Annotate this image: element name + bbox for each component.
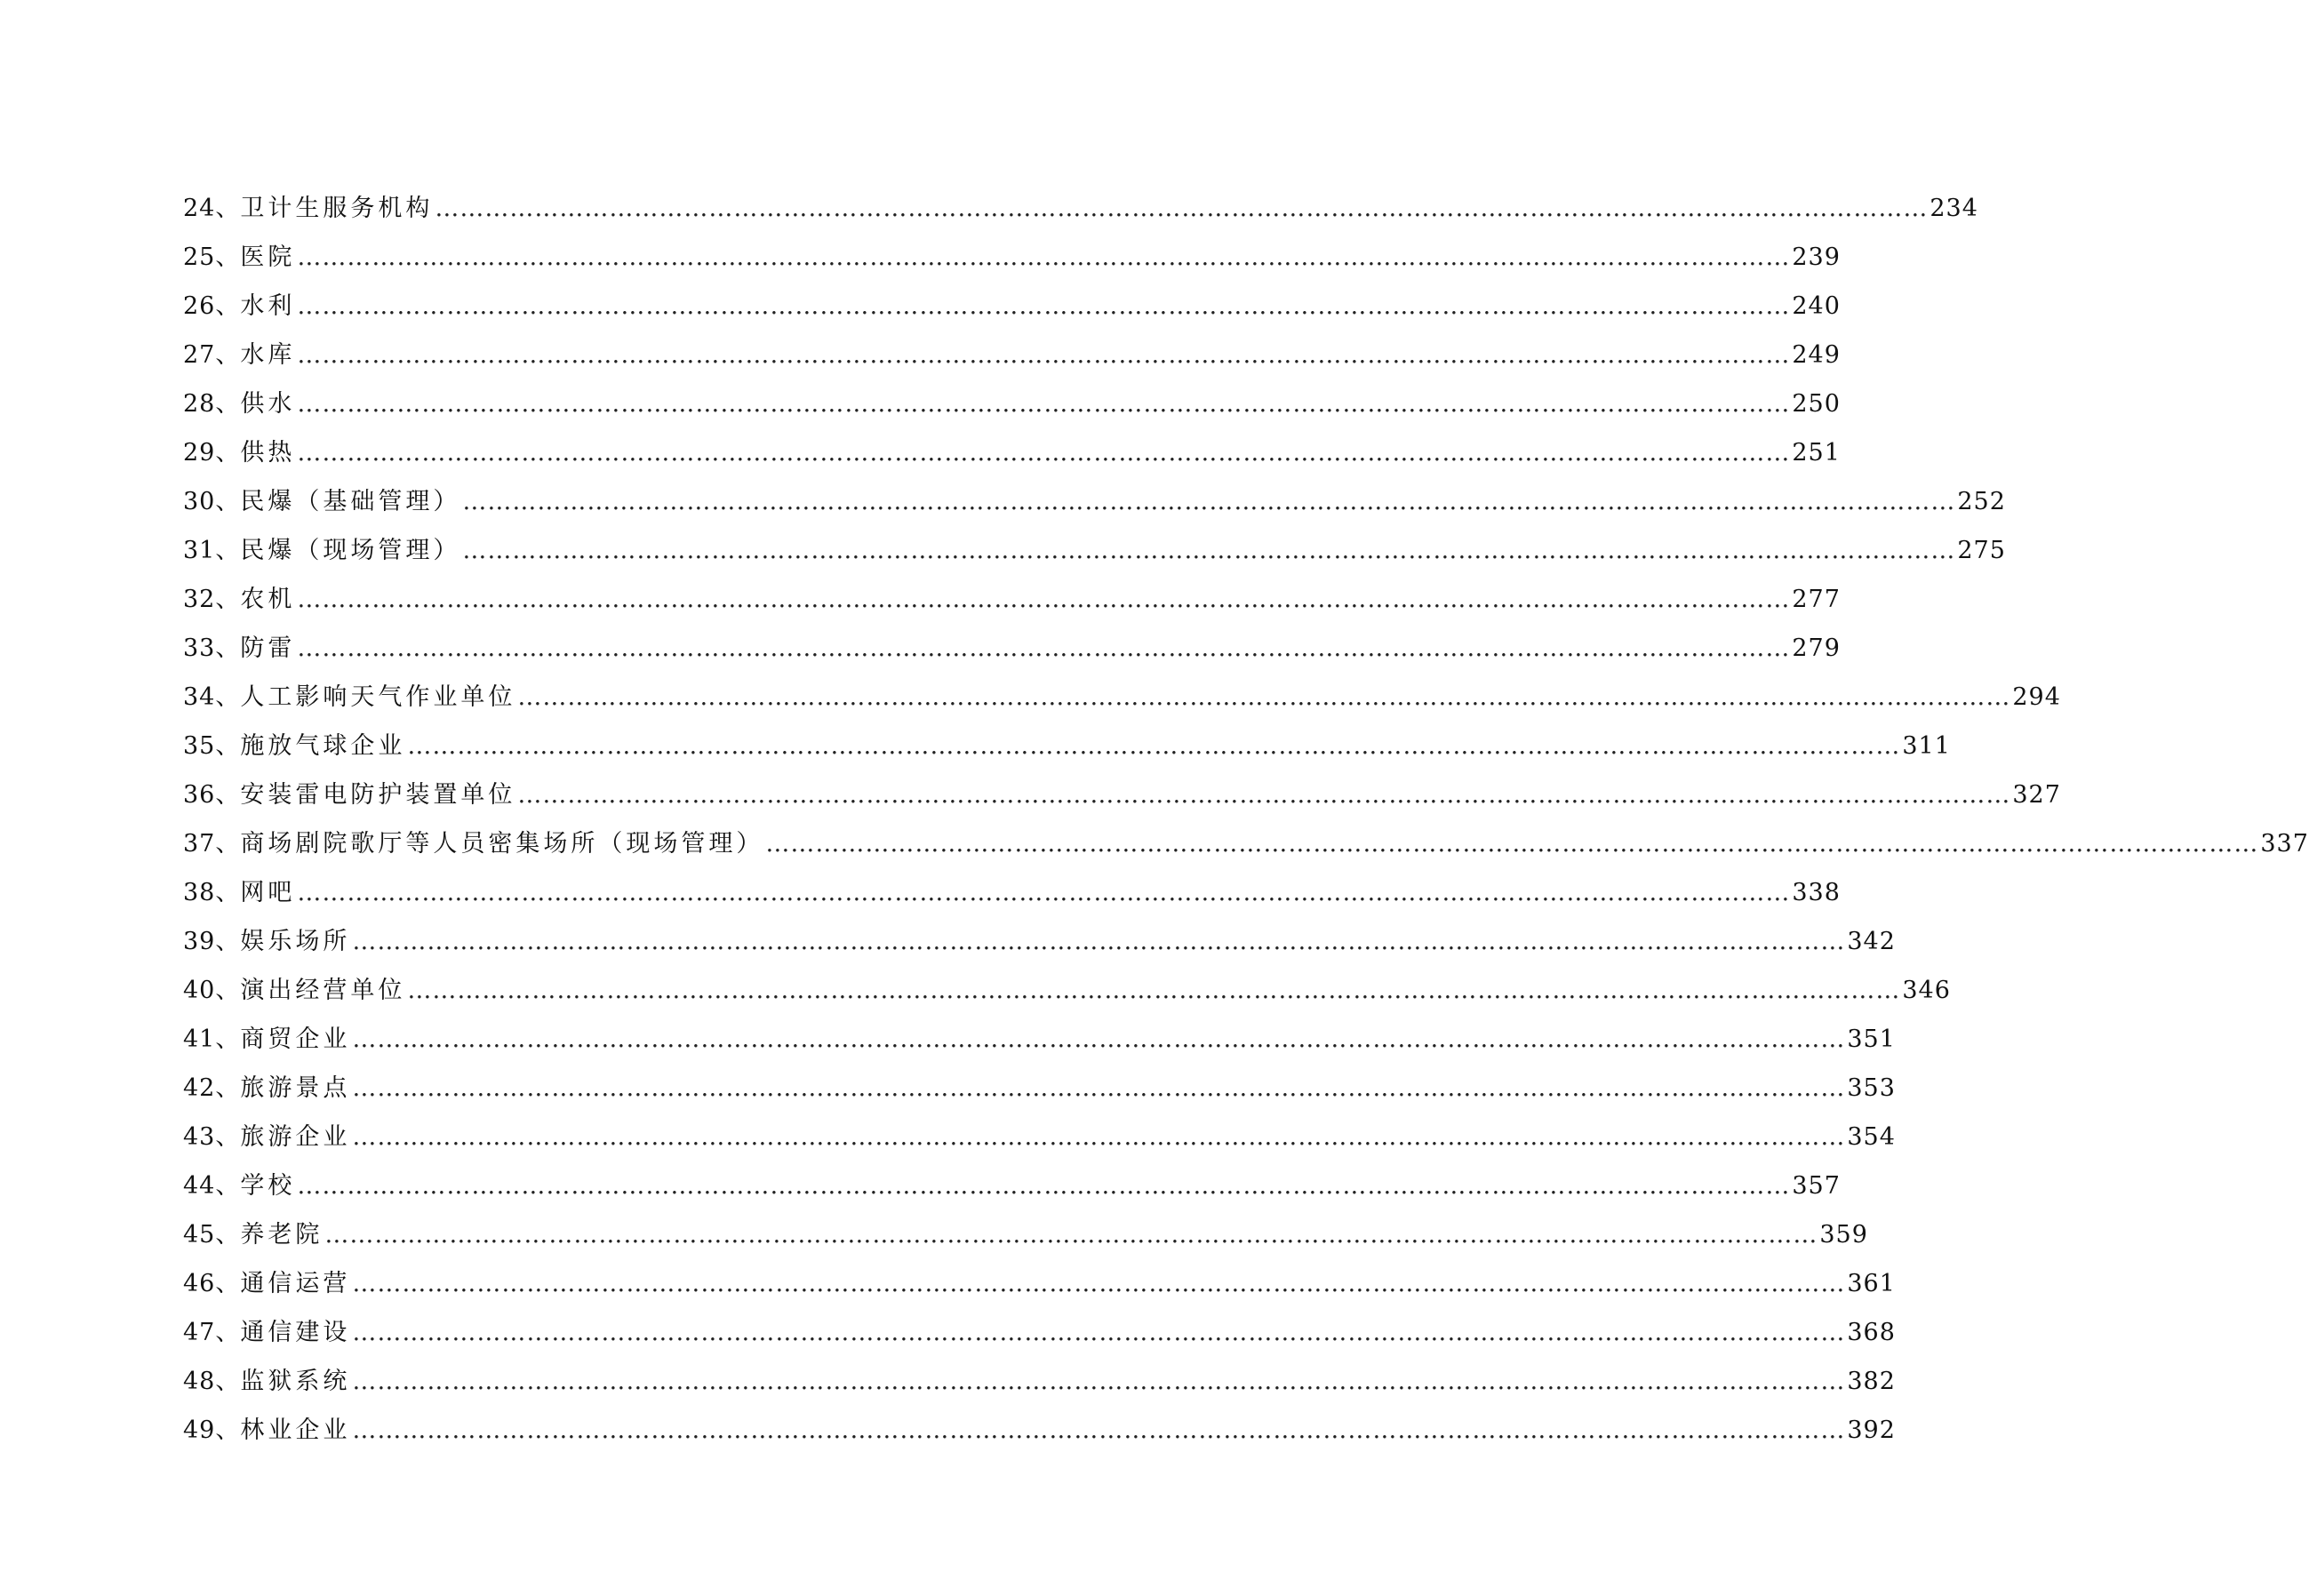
toc-entry-number: 36、 — [183, 781, 241, 809]
toc-entry[interactable] — [183, 624, 1841, 673]
toc-entry-number: 38、 — [183, 879, 241, 906]
toc-entry-title: 网吧 — [240, 879, 296, 906]
toc-leader-dots: ……………………………………………………………………………………………………………………………………………………………… — [352, 1319, 1846, 1346]
toc-entry-title: 通信建设 — [240, 1319, 351, 1346]
toc-entry-number: 40、 — [183, 977, 241, 1004]
toc-entry-number: 25、 — [183, 243, 241, 271]
toc-entry-page: 327 — [2012, 781, 2061, 809]
toc-leader-dots: ……………………………………………………………………………………………………………………………………………………………… — [517, 781, 2011, 809]
toc-entry-page: 342 — [1847, 928, 1896, 955]
toc-leader-dots: ……………………………………………………………………………………………………………………………………………………………… — [765, 830, 2259, 858]
toc-entry-number: 48、 — [183, 1368, 241, 1395]
toc-entry-page: 346 — [1902, 977, 1951, 1004]
toc-leader-dots: ……………………………………………………………………………………………………………………………………………………………… — [297, 879, 1791, 906]
toc-entry[interactable] — [183, 1064, 1896, 1113]
toc-entry-page: 250 — [1792, 390, 1841, 418]
toc-entry-page: 240 — [1792, 292, 1841, 320]
toc-entry-number: 37、 — [183, 830, 241, 858]
toc-entry-number: 43、 — [183, 1123, 241, 1151]
toc-leader-dots: ……………………………………………………………………………………………………………………………………………………………… — [352, 1416, 1846, 1444]
toc-entry-title: 演出经营单位 — [240, 977, 406, 1004]
toc-entry[interactable] — [183, 819, 2309, 868]
toc-entry-title: 供水 — [240, 390, 296, 418]
toc-entry[interactable] — [183, 233, 1841, 282]
toc-entry-page: 252 — [1957, 488, 2006, 515]
toc-entry-number: 31、 — [183, 537, 241, 564]
toc-entry-number: 24、 — [183, 195, 241, 222]
toc-entry-page: 311 — [1902, 732, 1951, 760]
toc-entry[interactable] — [183, 428, 1841, 477]
toc-entry[interactable] — [183, 1015, 1896, 1064]
toc-entry[interactable] — [183, 917, 1896, 966]
toc-entry[interactable] — [183, 1210, 1868, 1259]
toc-entry-title: 农机 — [240, 586, 296, 613]
toc-entry[interactable] — [183, 1259, 1896, 1308]
toc-entry[interactable] — [183, 1308, 1896, 1357]
toc-entry-title: 施放气球企业 — [240, 732, 406, 760]
toc-entry[interactable] — [183, 770, 2061, 819]
toc-entry-page: 279 — [1792, 634, 1841, 662]
toc-entry-number: 42、 — [183, 1074, 241, 1102]
toc-entry-page: 239 — [1792, 243, 1841, 271]
toc-entry-title: 旅游景点 — [240, 1074, 351, 1102]
toc-entry[interactable] — [183, 722, 1951, 770]
toc-leader-dots: ……………………………………………………………………………………………………………………………………………………………… — [352, 1123, 1846, 1151]
toc-leader-dots: ……………………………………………………………………………………………………………………………………………………………… — [352, 1368, 1846, 1395]
toc-leader-dots: ……………………………………………………………………………………………………………………………………………………………… — [297, 586, 1791, 613]
toc-leader-dots: ……………………………………………………………………………………………………………………………………………………………… — [297, 390, 1791, 418]
toc-entry[interactable] — [183, 868, 1841, 917]
toc-entry-page: 354 — [1847, 1123, 1896, 1151]
toc-entry-page: 368 — [1847, 1319, 1896, 1346]
toc-entry-page: 234 — [1929, 195, 1978, 222]
toc-entry[interactable] — [183, 282, 1841, 331]
toc-entry-number: 35、 — [183, 732, 241, 760]
toc-entry-title: 监狱系统 — [240, 1368, 351, 1395]
toc-entry[interactable] — [183, 1406, 1896, 1455]
toc-entry-title: 医院 — [240, 243, 296, 271]
toc-entry-page: 294 — [2012, 683, 2061, 711]
toc-entry-number: 41、 — [183, 1025, 241, 1053]
toc-entry-number: 26、 — [183, 292, 241, 320]
toc-leader-dots: ……………………………………………………………………………………………………………………………………………………………… — [297, 634, 1791, 662]
toc-entry[interactable] — [183, 379, 1841, 428]
toc-leader-dots: ……………………………………………………………………………………………………………………………………………………………… — [324, 1221, 1818, 1249]
toc-entry[interactable] — [183, 1113, 1896, 1161]
toc-entry-title: 防雷 — [240, 634, 296, 662]
toc-entry-page: 382 — [1847, 1368, 1896, 1395]
toc-entry-number: 34、 — [183, 683, 241, 711]
toc-entry-number: 45、 — [183, 1221, 241, 1249]
toc-leader-dots: ……………………………………………………………………………………………………………………………………………………………… — [407, 732, 1901, 760]
toc-leader-dots: ……………………………………………………………………………………………………………………………………………………………… — [462, 488, 1956, 515]
toc-entry-title: 水利 — [240, 292, 296, 320]
toc-entry-number: 28、 — [183, 390, 241, 418]
toc-entry-title: 商贸企业 — [240, 1025, 351, 1053]
toc-leader-dots: ……………………………………………………………………………………………………………………………………………………………… — [297, 341, 1791, 369]
toc-entry-number: 47、 — [183, 1319, 241, 1346]
toc-entry-page: 249 — [1792, 341, 1841, 369]
toc-leader-dots: ……………………………………………………………………………………………………………………………………………………………… — [297, 1172, 1791, 1200]
toc-entry-title: 旅游企业 — [240, 1123, 351, 1151]
toc-leader-dots: ……………………………………………………………………………………………………………………………………………………………… — [297, 243, 1791, 271]
toc-entry-title: 通信运营 — [240, 1270, 351, 1297]
toc-entry-title: 人工影响天气作业单位 — [240, 683, 516, 711]
toc-entry-title: 民爆（基础管理） — [240, 488, 461, 515]
toc-leader-dots: ……………………………………………………………………………………………………………………………………………………………… — [352, 1270, 1846, 1297]
toc-leader-dots: ……………………………………………………………………………………………………………………………………………………………… — [297, 439, 1791, 467]
toc-entry[interactable] — [183, 575, 1841, 624]
toc-entry-page: 361 — [1847, 1270, 1896, 1297]
toc-entry-page: 392 — [1847, 1416, 1896, 1444]
toc-entry-number: 44、 — [183, 1172, 241, 1200]
toc-entry-title: 养老院 — [240, 1221, 324, 1249]
toc-entry-number: 30、 — [183, 488, 241, 515]
toc-entry-title: 民爆（现场管理） — [240, 537, 461, 564]
toc-entry-title: 水库 — [240, 341, 296, 369]
toc-entry-number: 33、 — [183, 634, 241, 662]
toc-entry-title: 安装雷电防护装置单位 — [240, 781, 516, 809]
toc-leader-dots: ……………………………………………………………………………………………………………………………………………………………… — [517, 683, 2011, 711]
toc-entry-page: 277 — [1792, 586, 1841, 613]
toc-leader-dots: ……………………………………………………………………………………………………………………………………………………………… — [352, 1025, 1846, 1053]
toc-leader-dots: ……………………………………………………………………………………………………………………………………………………………… — [435, 195, 1929, 222]
toc-entry-page: 359 — [1819, 1221, 1868, 1249]
toc-entry[interactable] — [183, 1161, 1841, 1210]
toc-entry-page: 337 — [2260, 830, 2309, 858]
toc-leader-dots: ……………………………………………………………………………………………………………………………………………………………… — [352, 1074, 1846, 1102]
toc-entry[interactable] — [183, 331, 1841, 379]
toc-leader-dots: ……………………………………………………………………………………………………………………………………………………………… — [462, 537, 1956, 564]
toc-entry-page: 251 — [1792, 439, 1841, 467]
toc-entry-number: 39、 — [183, 928, 241, 955]
toc-entry-title: 供热 — [240, 439, 296, 467]
toc-entry-page: 351 — [1847, 1025, 1896, 1053]
toc-entry-number: 32、 — [183, 586, 241, 613]
toc-entry[interactable] — [183, 184, 1978, 233]
toc-entry[interactable] — [183, 526, 2006, 575]
toc-entry[interactable] — [183, 477, 2006, 526]
toc-entry-number: 49、 — [183, 1416, 241, 1444]
toc-entry-page: 357 — [1792, 1172, 1841, 1200]
toc-entry-title: 娱乐场所 — [240, 928, 351, 955]
toc-entry-number: 29、 — [183, 439, 241, 467]
toc-leader-dots: ……………………………………………………………………………………………………………………………………………………………… — [352, 928, 1846, 955]
toc-entry-page: 338 — [1792, 879, 1841, 906]
toc-leader-dots: ……………………………………………………………………………………………………………………………………………………………… — [407, 977, 1901, 1004]
toc-entry-title: 学校 — [240, 1172, 296, 1200]
toc-entry-title: 卫计生服务机构 — [240, 195, 434, 222]
toc-entry[interactable] — [183, 966, 1951, 1015]
toc-entry[interactable] — [183, 673, 2061, 722]
toc-leader-dots: ……………………………………………………………………………………………………………………………………………………………… — [297, 292, 1791, 320]
toc-entry-page: 275 — [1957, 537, 2006, 564]
toc-entry-number: 27、 — [183, 341, 241, 369]
toc-entry[interactable] — [183, 1357, 1896, 1406]
toc-entry-page: 353 — [1847, 1074, 1896, 1102]
table-of-contents — [183, 184, 2309, 1455]
toc-entry-number: 46、 — [183, 1270, 241, 1297]
toc-entry-title: 商场剧院歌厅等人员密集场所（现场管理） — [240, 830, 764, 858]
toc-entry-title: 林业企业 — [240, 1416, 351, 1444]
